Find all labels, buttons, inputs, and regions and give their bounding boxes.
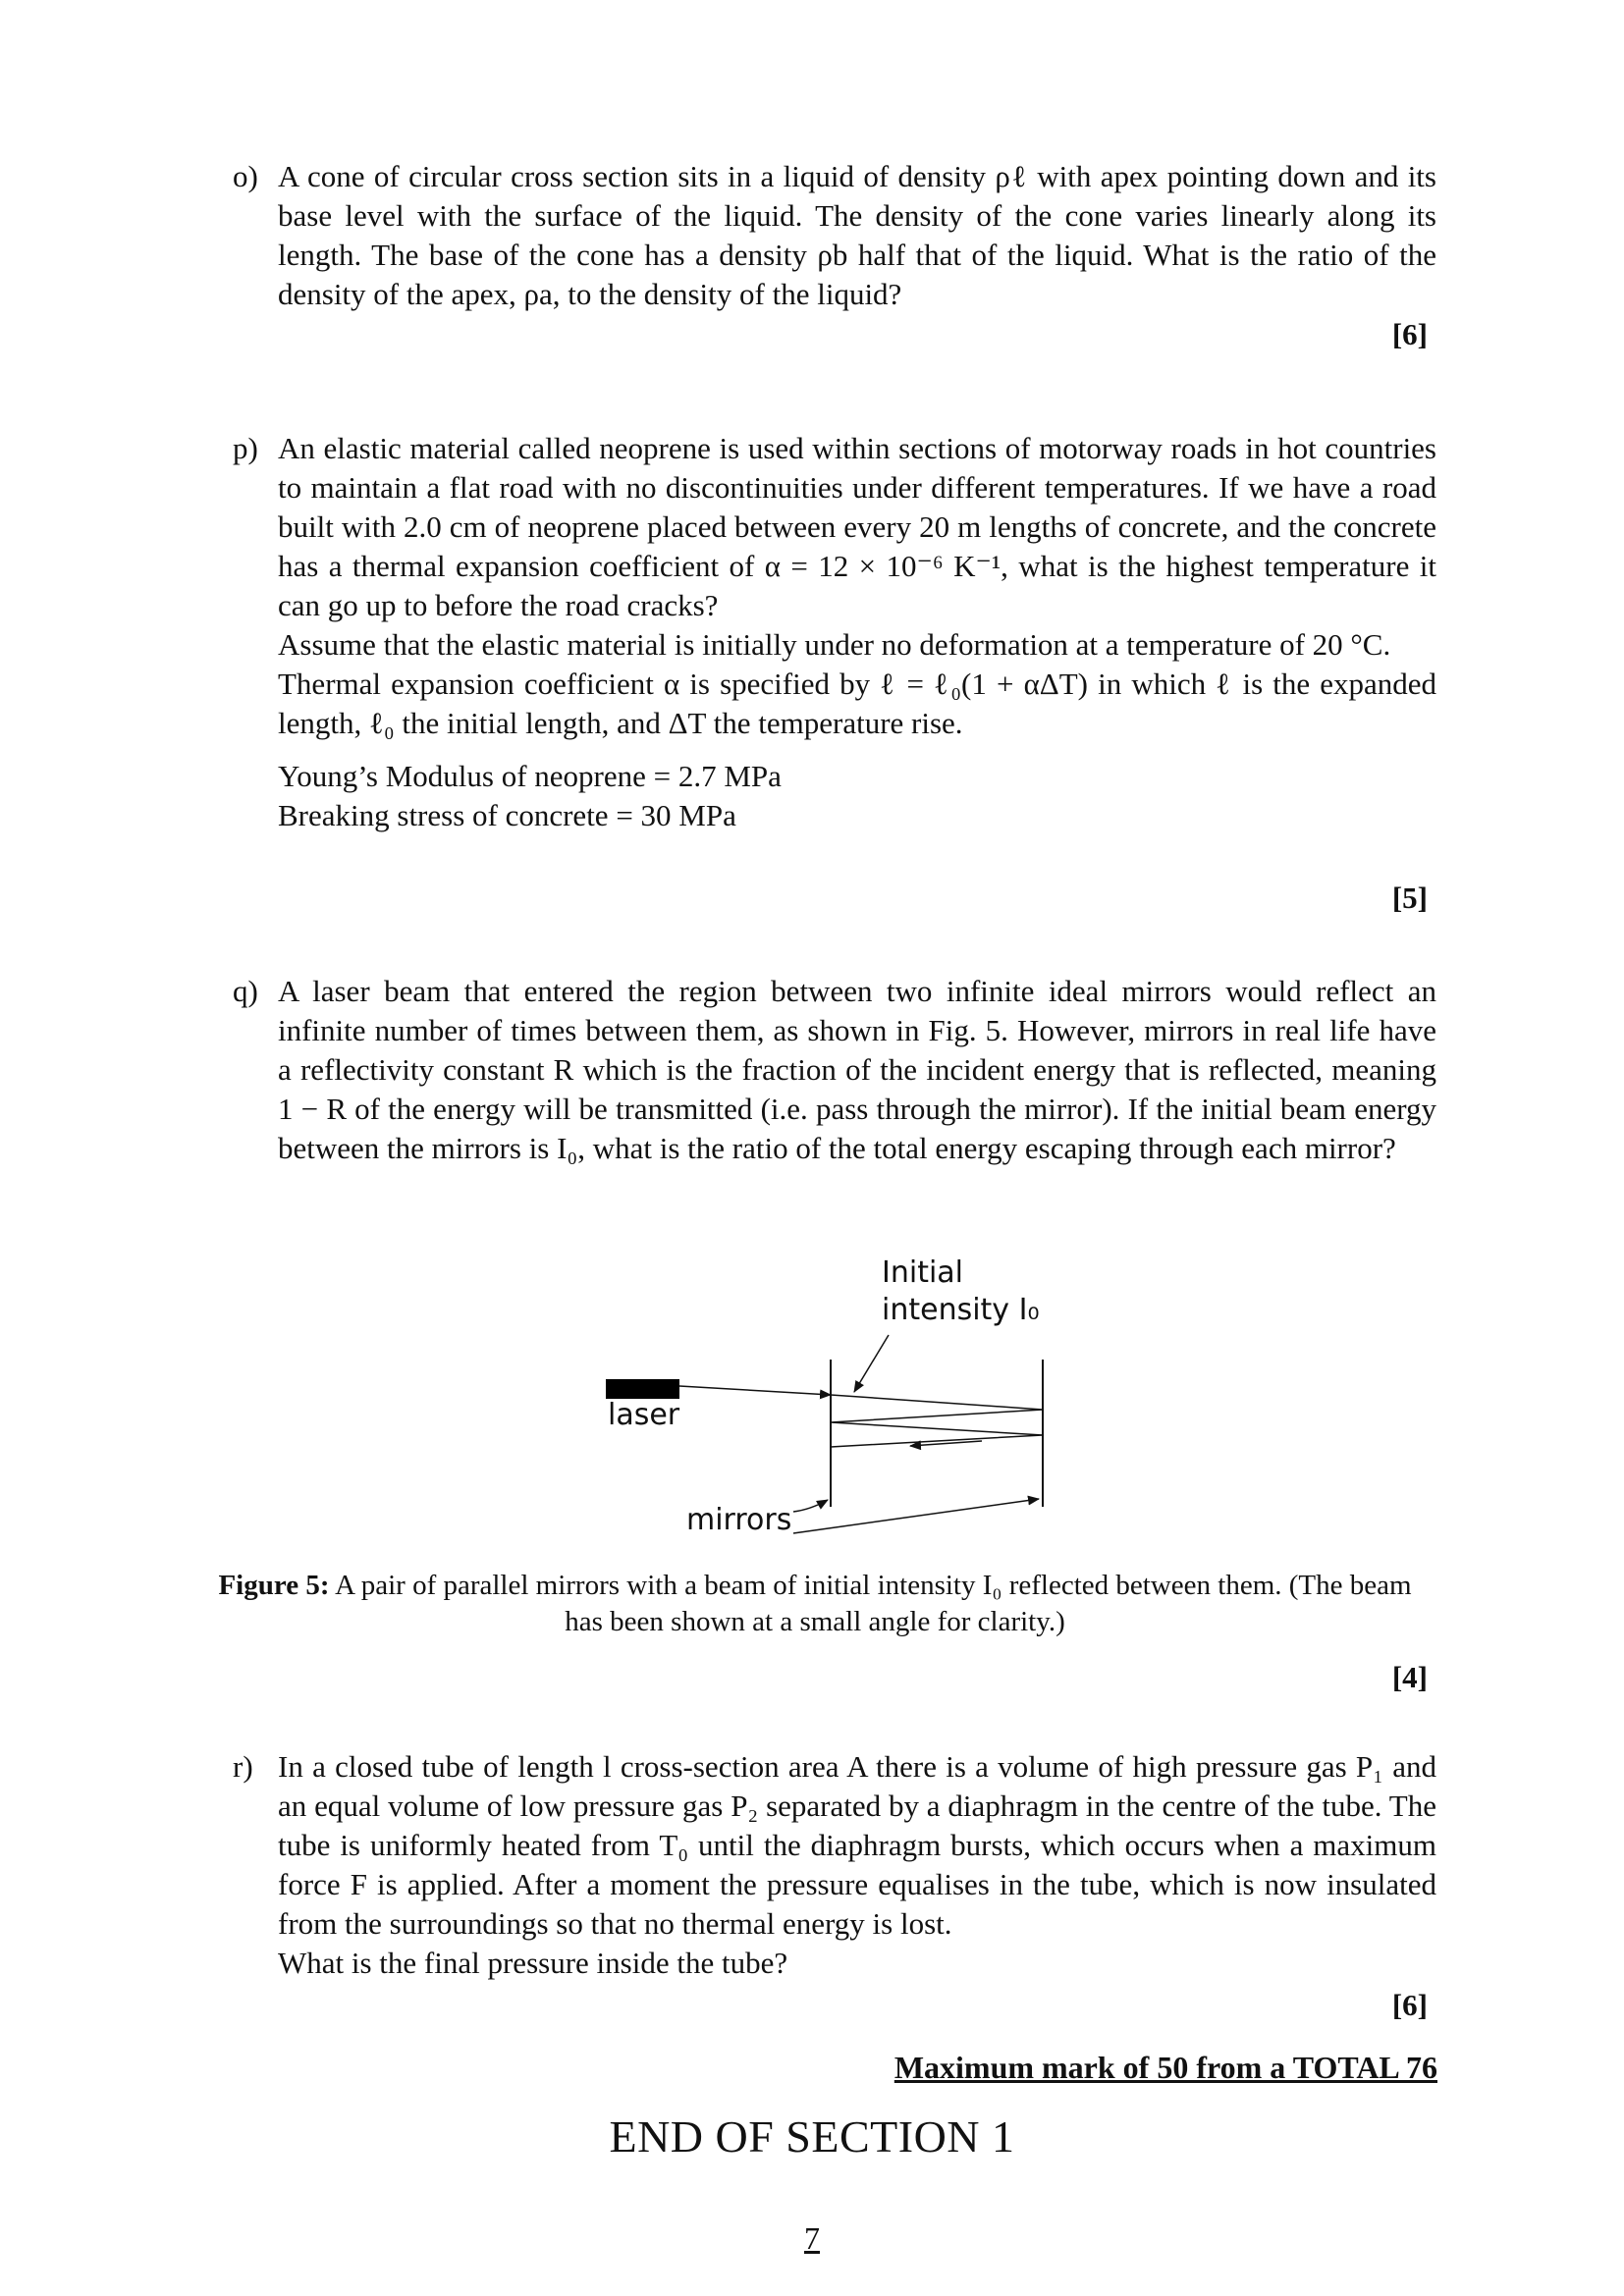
question-letter: r) [233,1749,253,1784]
incident-beam [679,1386,831,1395]
page-number: 7 [804,2220,820,2256]
question-text: A cone of circular cross section sits in a liquid of density ρℓ with apex pointing down and its base level with the surface of the liquid. The density of the cone varies linearly along its length. The base of the cone has a density ρb half that of the liquid. What is the ratio of the density of the apex, ρa, to the density of the liquid? [278,159,1436,311]
youngs-modulus: Young’s Modulus of neoprene = 2.7 MPa [278,759,782,793]
end-of-section: END OF SECTION 1 [609,2111,1015,2162]
question-ask: What is the final pressure inside the tube? [278,1946,788,1980]
marks-o: [6] [1391,317,1428,351]
label-initial: Initial [882,1255,964,1290]
question-letter: q) [233,974,258,1008]
breaking-stress: Breaking stress of concrete = 30 MPa [278,798,736,832]
label-intensity: intensity I₀ [882,1293,1040,1327]
question-letter: p) [233,431,258,465]
question-letter: o) [233,159,258,193]
label-laser: laser [608,1398,680,1432]
figure-caption [206,1568,1424,1640]
reflected-beam [831,1395,1043,1447]
caption-label: Figure 5: [218,1570,330,1601]
question-text: In a closed tube of length l cross-section area A there is a volume of high pressure gas P₁ and an equal volume of low pressure gas P₂ separated by a diaphragm in the centre of the tube. The tube is uniformly heated from T₀ until the diaphragm bursts, which occurs when a maximum force F is applied. After a moment the pressure equalises in the tube, which is now insulated from the surroundings so that no thermal energy is lost. [278,1749,1436,1941]
intensity-pointer [854,1335,889,1392]
max-mark: Maximum mark of 50 from a TOTAL 76 [893,2050,1437,2085]
question-text: A laser beam that entered the region between two infinite ideal mirrors would reflect an infinite number of times between them, as shown in Fig. 5. However, mirrors in real life have a reflectivity constant R which is the fraction of the incident energy that is reflected, meaning 1 − R of the energy will be transmitted (i.e. pass through the mirror). If the initial beam energy between the mirrors is I₀, what is the ratio of the total energy escaping through each mirror? [278,974,1436,1165]
marks-p: [5] [1391,881,1428,915]
question-assumption: Assume that the elastic material is initially under no deformation at a temperature of 20 °C. [278,627,1391,662]
question-definition: Thermal expansion coefficient α is specified by ℓ = ℓ₀(1 + αΔT) in which ℓ is the expanded length, ℓ₀ the initial length, and ΔT the temperature rise. [278,667,1436,740]
marks-r: [6] [1391,1988,1428,2022]
question-r [233,1747,1436,1983]
label-mirrors: mirrors [686,1503,792,1537]
mirrors-pointer-left [793,1500,828,1512]
caption-text: A pair of parallel mirrors with a beam of initial intensity I₀ reflected between them. (The beam has been shown at a small angle for clarity.) [329,1570,1412,1637]
marks-q: [4] [1391,1660,1428,1694]
laser-body [606,1379,679,1399]
question-text: An elastic material called neoprene is used within sections of motorway roads in hot countries to maintain a flat road with no discontinuities under different temperatures. If we have a road built with 2.0 cm of neoprene placed between every 20 m lengths of concrete, and the concrete has a thermal expansion coefficient of α = 12 × 10⁻⁶ K⁻¹, what is the highest temperature it can go up to before the road cracks? [278,431,1436,622]
